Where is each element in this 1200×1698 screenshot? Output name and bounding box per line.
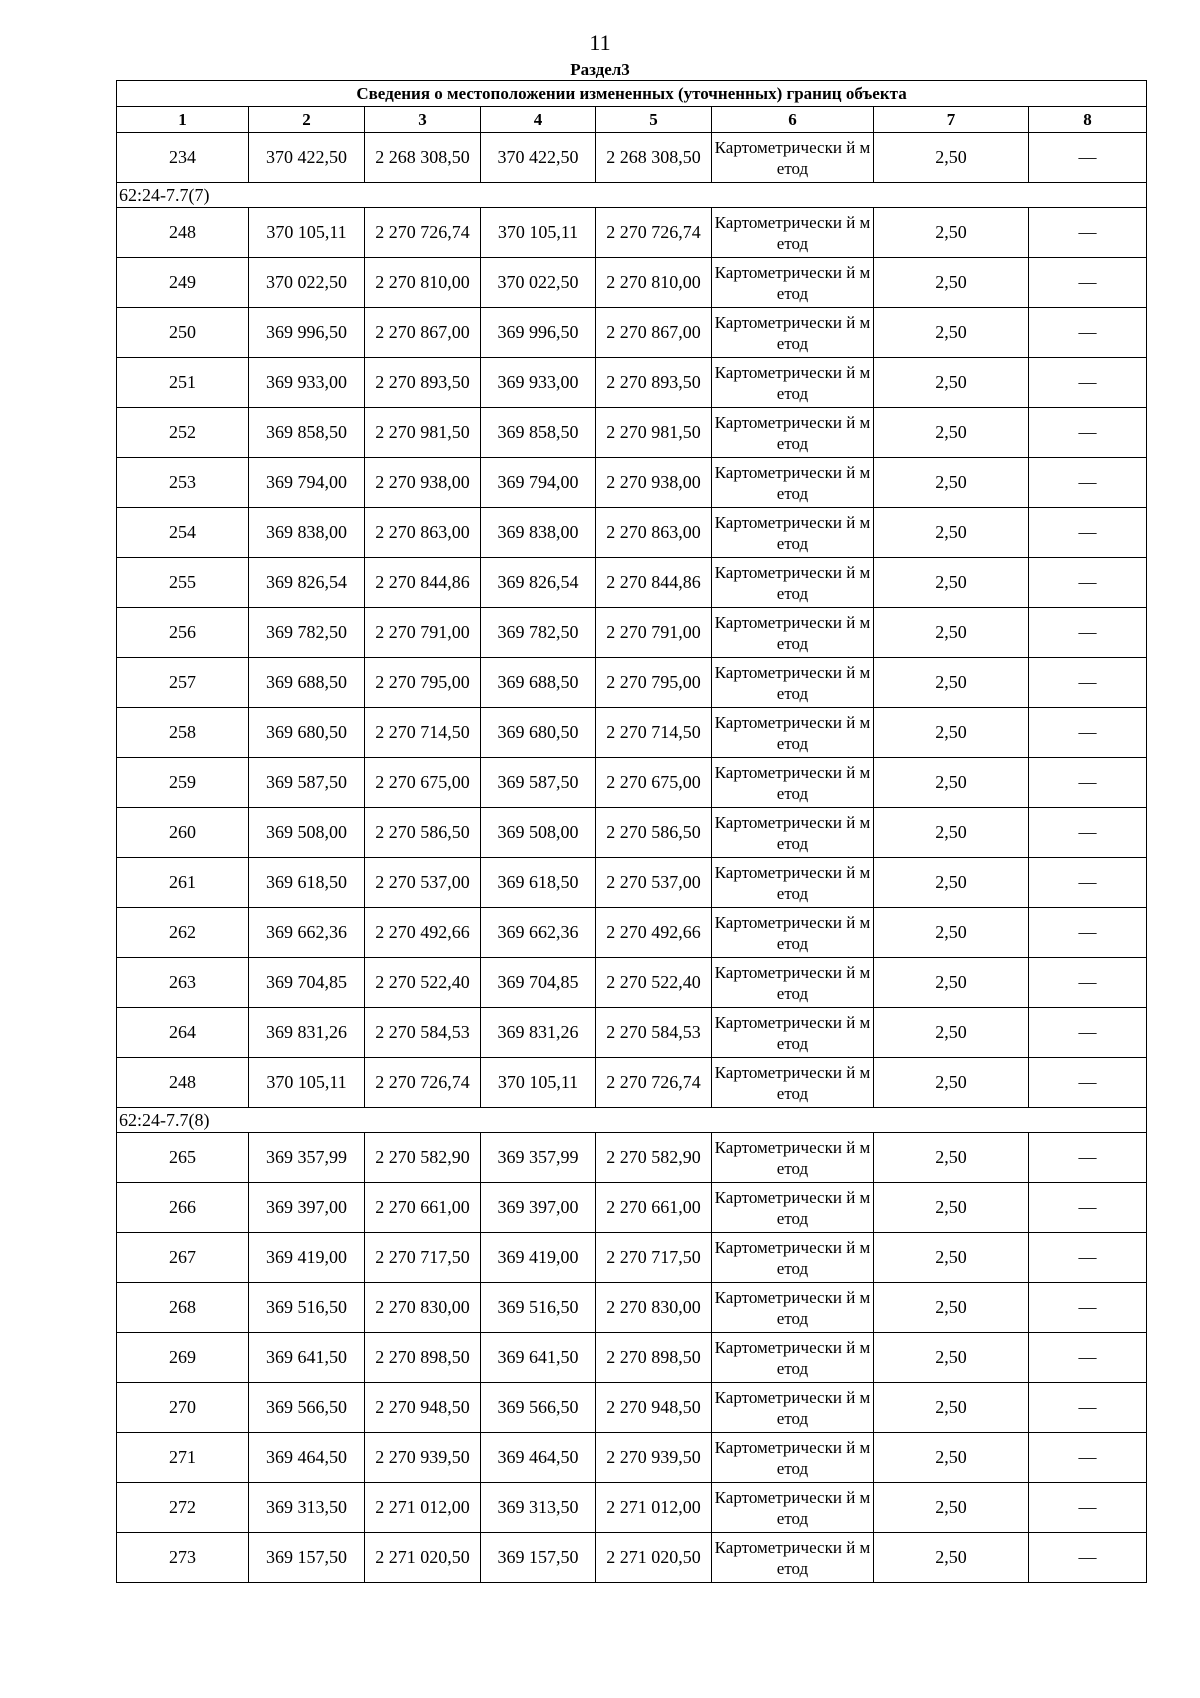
description-cell: — xyxy=(1029,1233,1147,1283)
point-number-cell: 254 xyxy=(117,508,249,558)
x-new-cell: 370 422,50 xyxy=(481,133,596,183)
table-row xyxy=(117,508,1147,558)
boundary-coordinates-table xyxy=(116,80,1147,1583)
y-old-cell: 2 270 492,66 xyxy=(365,908,481,958)
y-new-cell: 2 271 020,50 xyxy=(596,1533,712,1583)
description-cell: — xyxy=(1029,1383,1147,1433)
y-new-cell: 2 270 898,50 xyxy=(596,1333,712,1383)
x-new-cell: 369 933,00 xyxy=(481,358,596,408)
x-old-cell: 369 794,00 xyxy=(249,458,365,508)
y-old-cell: 2 270 586,50 xyxy=(365,808,481,858)
y-new-cell: 2 271 012,00 xyxy=(596,1483,712,1533)
column-number: 1 xyxy=(117,107,249,133)
table-row xyxy=(117,208,1147,258)
y-old-cell: 2 270 726,74 xyxy=(365,208,481,258)
point-number-cell: 255 xyxy=(117,558,249,608)
table-row xyxy=(117,1058,1147,1108)
method-cell: Картометрически й метод xyxy=(712,1058,874,1108)
table-row xyxy=(117,458,1147,508)
table-row xyxy=(117,358,1147,408)
y-old-cell: 2 270 948,50 xyxy=(365,1383,481,1433)
accuracy-cell: 2,50 xyxy=(874,708,1029,758)
point-number-cell: 264 xyxy=(117,1008,249,1058)
table-row xyxy=(117,708,1147,758)
description-cell: — xyxy=(1029,708,1147,758)
point-number-cell: 262 xyxy=(117,908,249,958)
y-old-cell: 2 268 308,50 xyxy=(365,133,481,183)
x-new-cell: 369 782,50 xyxy=(481,608,596,658)
point-number-cell: 258 xyxy=(117,708,249,758)
y-new-cell: 2 270 830,00 xyxy=(596,1283,712,1333)
point-number-cell: 256 xyxy=(117,608,249,658)
x-new-cell: 369 157,50 xyxy=(481,1533,596,1583)
point-number-cell: 234 xyxy=(117,133,249,183)
method-cell: Картометрически й метод xyxy=(712,1483,874,1533)
point-number-cell: 266 xyxy=(117,1183,249,1233)
method-cell: Картометрически й метод xyxy=(712,658,874,708)
description-cell: — xyxy=(1029,458,1147,508)
point-number-cell: 273 xyxy=(117,1533,249,1583)
table-row xyxy=(117,1533,1147,1583)
accuracy-cell: 2,50 xyxy=(874,133,1029,183)
x-old-cell: 369 858,50 xyxy=(249,408,365,458)
y-old-cell: 2 270 795,00 xyxy=(365,658,481,708)
x-old-cell: 370 422,50 xyxy=(249,133,365,183)
description-cell: — xyxy=(1029,558,1147,608)
x-new-cell: 369 357,99 xyxy=(481,1133,596,1183)
method-cell: Картометрически й метод xyxy=(712,358,874,408)
table-row xyxy=(117,308,1147,358)
y-new-cell: 2 270 893,50 xyxy=(596,358,712,408)
x-new-cell: 369 618,50 xyxy=(481,858,596,908)
table-row xyxy=(117,1283,1147,1333)
x-new-cell: 369 680,50 xyxy=(481,708,596,758)
description-cell: — xyxy=(1029,858,1147,908)
group-label: 62:24-7.7(8) xyxy=(117,1108,1147,1133)
x-old-cell: 369 662,36 xyxy=(249,908,365,958)
accuracy-cell: 2,50 xyxy=(874,1383,1029,1433)
y-old-cell: 2 270 893,50 xyxy=(365,358,481,408)
point-number-cell: 267 xyxy=(117,1233,249,1283)
x-new-cell: 370 022,50 xyxy=(481,258,596,308)
method-cell: Картометрически й метод xyxy=(712,1333,874,1383)
y-old-cell: 2 270 939,50 xyxy=(365,1433,481,1483)
point-number-cell: 271 xyxy=(117,1433,249,1483)
point-number-cell: 251 xyxy=(117,358,249,408)
x-new-cell: 369 662,36 xyxy=(481,908,596,958)
accuracy-cell: 2,50 xyxy=(874,1433,1029,1483)
method-cell: Картометрически й метод xyxy=(712,1133,874,1183)
method-cell: Картометрически й метод xyxy=(712,758,874,808)
y-new-cell: 2 270 939,50 xyxy=(596,1433,712,1483)
y-old-cell: 2 270 863,00 xyxy=(365,508,481,558)
x-old-cell: 369 566,50 xyxy=(249,1383,365,1433)
group-label: 62:24-7.7(7) xyxy=(117,183,1147,208)
y-new-cell: 2 270 867,00 xyxy=(596,308,712,358)
table-row xyxy=(117,258,1147,308)
y-new-cell: 2 270 726,74 xyxy=(596,208,712,258)
point-number-cell: 263 xyxy=(117,958,249,1008)
y-new-cell: 2 270 584,53 xyxy=(596,1008,712,1058)
y-old-cell: 2 270 714,50 xyxy=(365,708,481,758)
x-old-cell: 369 357,99 xyxy=(249,1133,365,1183)
group-header-row xyxy=(117,183,1147,208)
description-cell: — xyxy=(1029,308,1147,358)
column-number: 5 xyxy=(596,107,712,133)
method-cell: Картометрически й метод xyxy=(712,133,874,183)
table-row xyxy=(117,858,1147,908)
accuracy-cell: 2,50 xyxy=(874,258,1029,308)
x-new-cell: 369 858,50 xyxy=(481,408,596,458)
y-old-cell: 2 270 717,50 xyxy=(365,1233,481,1283)
y-old-cell: 2 270 898,50 xyxy=(365,1333,481,1383)
description-cell: — xyxy=(1029,1333,1147,1383)
y-new-cell: 2 270 844,86 xyxy=(596,558,712,608)
description-cell: — xyxy=(1029,258,1147,308)
description-cell: — xyxy=(1029,408,1147,458)
method-cell: Картометрически й метод xyxy=(712,408,874,458)
x-new-cell: 369 996,50 xyxy=(481,308,596,358)
x-old-cell: 369 704,85 xyxy=(249,958,365,1008)
y-old-cell: 2 270 830,00 xyxy=(365,1283,481,1333)
x-new-cell: 370 105,11 xyxy=(481,208,596,258)
y-old-cell: 2 271 020,50 xyxy=(365,1533,481,1583)
y-old-cell: 2 270 584,53 xyxy=(365,1008,481,1058)
method-cell: Картометрически й метод xyxy=(712,1533,874,1583)
method-cell: Картометрически й метод xyxy=(712,908,874,958)
table-row xyxy=(117,1008,1147,1058)
y-old-cell: 2 270 810,00 xyxy=(365,258,481,308)
point-number-cell: 248 xyxy=(117,208,249,258)
x-new-cell: 369 794,00 xyxy=(481,458,596,508)
method-cell: Картометрически й метод xyxy=(712,258,874,308)
y-new-cell: 2 270 726,74 xyxy=(596,1058,712,1108)
page-number: 11 xyxy=(589,30,611,55)
table-row xyxy=(117,1333,1147,1383)
accuracy-cell: 2,50 xyxy=(874,858,1029,908)
table-row xyxy=(117,1133,1147,1183)
description-cell: — xyxy=(1029,958,1147,1008)
point-number-cell: 265 xyxy=(117,1133,249,1183)
accuracy-cell: 2,50 xyxy=(874,808,1029,858)
point-number-cell: 257 xyxy=(117,658,249,708)
x-old-cell: 370 105,11 xyxy=(249,1058,365,1108)
accuracy-cell: 2,50 xyxy=(874,908,1029,958)
table-row xyxy=(117,133,1147,183)
y-new-cell: 2 270 492,66 xyxy=(596,908,712,958)
method-cell: Картометрически й метод xyxy=(712,1008,874,1058)
table-caption: Сведения о местоположении измененных (уточненных) границ объекта xyxy=(117,81,1147,107)
x-old-cell: 370 105,11 xyxy=(249,208,365,258)
y-old-cell: 2 271 012,00 xyxy=(365,1483,481,1533)
point-number-cell: 261 xyxy=(117,858,249,908)
method-cell: Картометрически й метод xyxy=(712,1433,874,1483)
x-old-cell: 369 996,50 xyxy=(249,308,365,358)
x-old-cell: 369 618,50 xyxy=(249,858,365,908)
x-new-cell: 369 419,00 xyxy=(481,1233,596,1283)
method-cell: Картометрически й метод xyxy=(712,808,874,858)
y-old-cell: 2 270 675,00 xyxy=(365,758,481,808)
description-cell: — xyxy=(1029,358,1147,408)
table-row xyxy=(117,1183,1147,1233)
point-number-cell: 272 xyxy=(117,1483,249,1533)
x-old-cell: 370 022,50 xyxy=(249,258,365,308)
table-row xyxy=(117,908,1147,958)
x-new-cell: 369 508,00 xyxy=(481,808,596,858)
table-body xyxy=(117,81,1147,1583)
accuracy-cell: 2,50 xyxy=(874,1283,1029,1333)
y-new-cell: 2 270 795,00 xyxy=(596,658,712,708)
x-new-cell: 369 516,50 xyxy=(481,1283,596,1333)
table-row xyxy=(117,558,1147,608)
x-old-cell: 369 641,50 xyxy=(249,1333,365,1383)
description-cell: — xyxy=(1029,508,1147,558)
x-new-cell: 369 566,50 xyxy=(481,1383,596,1433)
method-cell: Картометрически й метод xyxy=(712,1233,874,1283)
method-cell: Картометрически й метод xyxy=(712,858,874,908)
method-cell: Картометрически й метод xyxy=(712,708,874,758)
accuracy-cell: 2,50 xyxy=(874,508,1029,558)
x-old-cell: 369 688,50 xyxy=(249,658,365,708)
method-cell: Картометрически й метод xyxy=(712,458,874,508)
y-new-cell: 2 270 938,00 xyxy=(596,458,712,508)
description-cell: — xyxy=(1029,658,1147,708)
description-cell: — xyxy=(1029,133,1147,183)
description-cell: — xyxy=(1029,758,1147,808)
description-cell: — xyxy=(1029,1283,1147,1333)
method-cell: Картометрически й метод xyxy=(712,558,874,608)
point-number-cell: 249 xyxy=(117,258,249,308)
point-number-cell: 269 xyxy=(117,1333,249,1383)
point-number-cell: 248 xyxy=(117,1058,249,1108)
accuracy-cell: 2,50 xyxy=(874,1233,1029,1283)
accuracy-cell: 2,50 xyxy=(874,408,1029,458)
description-cell: — xyxy=(1029,1533,1147,1583)
y-new-cell: 2 270 810,00 xyxy=(596,258,712,308)
table-row xyxy=(117,808,1147,858)
description-cell: — xyxy=(1029,808,1147,858)
method-cell: Картометрически й метод xyxy=(712,1183,874,1233)
accuracy-cell: 2,50 xyxy=(874,358,1029,408)
table-row xyxy=(117,408,1147,458)
method-cell: Картометрически й метод xyxy=(712,1383,874,1433)
point-number-cell: 252 xyxy=(117,408,249,458)
y-new-cell: 2 270 948,50 xyxy=(596,1383,712,1433)
x-old-cell: 369 587,50 xyxy=(249,758,365,808)
x-new-cell: 369 838,00 xyxy=(481,508,596,558)
x-new-cell: 369 688,50 xyxy=(481,658,596,708)
accuracy-cell: 2,50 xyxy=(874,1183,1029,1233)
description-cell: — xyxy=(1029,908,1147,958)
y-new-cell: 2 270 791,00 xyxy=(596,608,712,658)
table-row xyxy=(117,1483,1147,1533)
accuracy-cell: 2,50 xyxy=(874,1058,1029,1108)
description-cell: — xyxy=(1029,1133,1147,1183)
x-new-cell: 370 105,11 xyxy=(481,1058,596,1108)
accuracy-cell: 2,50 xyxy=(874,658,1029,708)
accuracy-cell: 2,50 xyxy=(874,758,1029,808)
y-new-cell: 2 270 714,50 xyxy=(596,708,712,758)
x-new-cell: 369 831,26 xyxy=(481,1008,596,1058)
table-row xyxy=(117,658,1147,708)
y-old-cell: 2 270 726,74 xyxy=(365,1058,481,1108)
point-number-cell: 260 xyxy=(117,808,249,858)
accuracy-cell: 2,50 xyxy=(874,608,1029,658)
y-new-cell: 2 270 717,50 xyxy=(596,1233,712,1283)
method-cell: Картометрически й метод xyxy=(712,958,874,1008)
accuracy-cell: 2,50 xyxy=(874,1483,1029,1533)
description-cell: — xyxy=(1029,1433,1147,1483)
y-new-cell: 2 270 661,00 xyxy=(596,1183,712,1233)
x-new-cell: 369 641,50 xyxy=(481,1333,596,1383)
table-row xyxy=(117,1233,1147,1283)
point-number-cell: 268 xyxy=(117,1283,249,1333)
table-caption-row xyxy=(117,81,1147,107)
y-old-cell: 2 270 582,90 xyxy=(365,1133,481,1183)
y-old-cell: 2 270 661,00 xyxy=(365,1183,481,1233)
column-number: 7 xyxy=(874,107,1029,133)
point-number-cell: 270 xyxy=(117,1383,249,1433)
y-new-cell: 2 270 582,90 xyxy=(596,1133,712,1183)
x-old-cell: 369 680,50 xyxy=(249,708,365,758)
method-cell: Картометрически й метод xyxy=(712,308,874,358)
y-old-cell: 2 270 522,40 xyxy=(365,958,481,1008)
table-row xyxy=(117,758,1147,808)
y-new-cell: 2 270 863,00 xyxy=(596,508,712,558)
method-cell: Картометрически й метод xyxy=(712,1283,874,1333)
y-new-cell: 2 268 308,50 xyxy=(596,133,712,183)
x-old-cell: 369 838,00 xyxy=(249,508,365,558)
x-old-cell: 369 508,00 xyxy=(249,808,365,858)
description-cell: — xyxy=(1029,208,1147,258)
column-number: 4 xyxy=(481,107,596,133)
y-new-cell: 2 270 522,40 xyxy=(596,958,712,1008)
x-new-cell: 369 464,50 xyxy=(481,1433,596,1483)
description-cell: — xyxy=(1029,1058,1147,1108)
column-number-row xyxy=(117,107,1147,133)
accuracy-cell: 2,50 xyxy=(874,1333,1029,1383)
table-row xyxy=(117,1383,1147,1433)
point-number-cell: 250 xyxy=(117,308,249,358)
table-row xyxy=(117,1433,1147,1483)
y-old-cell: 2 270 537,00 xyxy=(365,858,481,908)
x-new-cell: 369 313,50 xyxy=(481,1483,596,1533)
y-new-cell: 2 270 981,50 xyxy=(596,408,712,458)
x-new-cell: 369 397,00 xyxy=(481,1183,596,1233)
x-old-cell: 369 313,50 xyxy=(249,1483,365,1533)
x-old-cell: 369 831,26 xyxy=(249,1008,365,1058)
x-old-cell: 369 933,00 xyxy=(249,358,365,408)
x-new-cell: 369 587,50 xyxy=(481,758,596,808)
x-old-cell: 369 782,50 xyxy=(249,608,365,658)
section-title: Раздел3 xyxy=(570,60,630,79)
x-old-cell: 369 157,50 xyxy=(249,1533,365,1583)
x-old-cell: 369 826,54 xyxy=(249,558,365,608)
y-old-cell: 2 270 791,00 xyxy=(365,608,481,658)
accuracy-cell: 2,50 xyxy=(874,1008,1029,1058)
x-old-cell: 369 419,00 xyxy=(249,1233,365,1283)
accuracy-cell: 2,50 xyxy=(874,1533,1029,1583)
description-cell: — xyxy=(1029,1183,1147,1233)
accuracy-cell: 2,50 xyxy=(874,308,1029,358)
accuracy-cell: 2,50 xyxy=(874,1133,1029,1183)
table-row xyxy=(117,958,1147,1008)
column-number: 3 xyxy=(365,107,481,133)
y-new-cell: 2 270 586,50 xyxy=(596,808,712,858)
x-new-cell: 369 826,54 xyxy=(481,558,596,608)
description-cell: — xyxy=(1029,1483,1147,1533)
table-row xyxy=(117,608,1147,658)
accuracy-cell: 2,50 xyxy=(874,558,1029,608)
method-cell: Картометрически й метод xyxy=(712,208,874,258)
accuracy-cell: 2,50 xyxy=(874,458,1029,508)
method-cell: Картометрически й метод xyxy=(712,608,874,658)
column-number: 6 xyxy=(712,107,874,133)
y-old-cell: 2 270 981,50 xyxy=(365,408,481,458)
description-cell: — xyxy=(1029,608,1147,658)
y-new-cell: 2 270 675,00 xyxy=(596,758,712,808)
group-header-row xyxy=(117,1108,1147,1133)
y-old-cell: 2 270 938,00 xyxy=(365,458,481,508)
x-old-cell: 369 516,50 xyxy=(249,1283,365,1333)
x-old-cell: 369 397,00 xyxy=(249,1183,365,1233)
point-number-cell: 253 xyxy=(117,458,249,508)
y-old-cell: 2 270 844,86 xyxy=(365,558,481,608)
point-number-cell: 259 xyxy=(117,758,249,808)
y-new-cell: 2 270 537,00 xyxy=(596,858,712,908)
column-number: 2 xyxy=(249,107,365,133)
x-old-cell: 369 464,50 xyxy=(249,1433,365,1483)
x-new-cell: 369 704,85 xyxy=(481,958,596,1008)
method-cell: Картометрически й метод xyxy=(712,508,874,558)
y-old-cell: 2 270 867,00 xyxy=(365,308,481,358)
column-number: 8 xyxy=(1029,107,1147,133)
accuracy-cell: 2,50 xyxy=(874,208,1029,258)
accuracy-cell: 2,50 xyxy=(874,958,1029,1008)
description-cell: — xyxy=(1029,1008,1147,1058)
